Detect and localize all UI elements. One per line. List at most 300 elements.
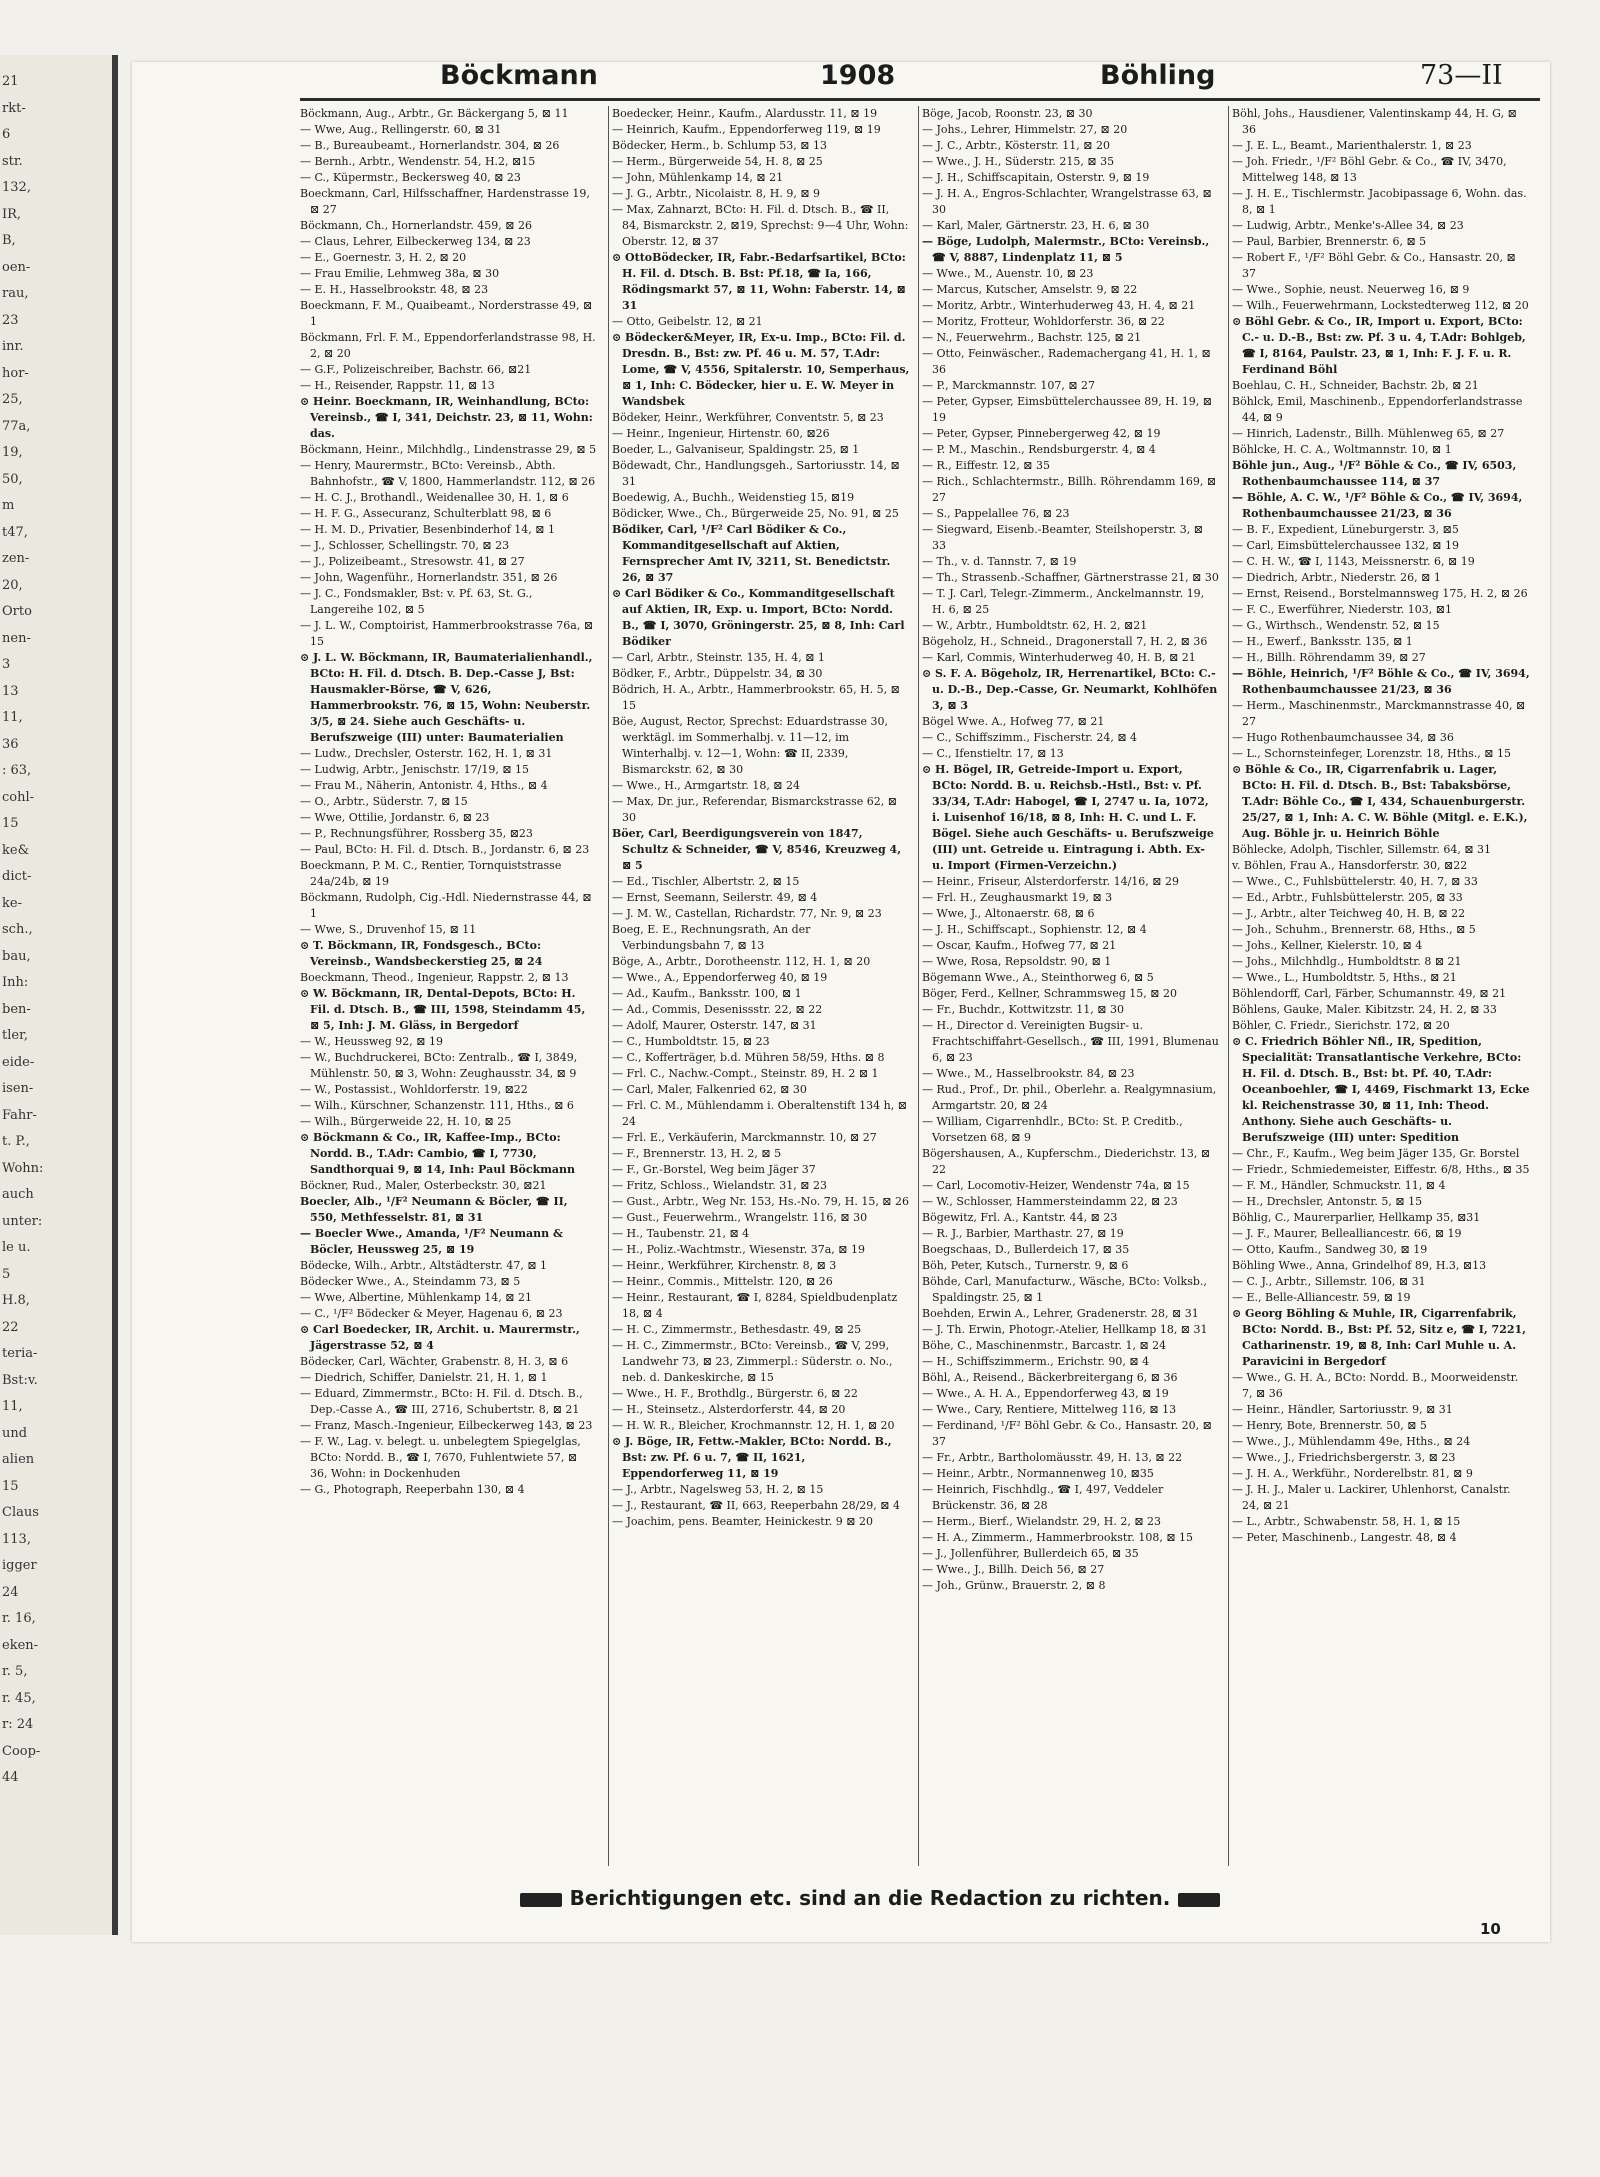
directory-entry: Böhlendorff, Carl, Färber, Schumannstr. 49, ⊠ 21	[1232, 987, 1507, 1000]
directory-entry: — Joachim, pens. Beamter, Heinickestr. 9 ⊠ 20	[612, 1515, 873, 1528]
left-margin-fragment: Bst:v.	[2, 1372, 38, 1388]
directory-entry: ⊙ Georg Böhling & Muhle, IR, Cigarrenfabrik, BCto: Nordd. B., Bst: Pf. 52, Sitz e, ☎ I, 7221, Catharinenstr. 19, ⊠ 8, Inh: Carl Muhle u. A. Paravicini in Bergedorf	[1232, 1307, 1526, 1368]
left-margin-fragment: 24	[2, 1584, 19, 1600]
directory-entry: — Adolf, Maurer, Osterstr. 147, ⊠ 31	[612, 1019, 817, 1032]
directory-entry: — Wilh., Kürschner, Schanzenstr. 111, Hths., ⊠ 6	[300, 1099, 574, 1112]
footer-text: Berichtigungen etc. sind an die Redaction zu richten.	[569, 1886, 1171, 1910]
directory-entry: — Heinr., Restaurant, ☎ I, 8284, Spieldbudenplatz 18, ⊠ 4	[612, 1291, 898, 1320]
directory-entry: — H., Ewerf., Banksstr. 135, ⊠ 1	[1232, 635, 1413, 648]
directory-entry: Böhlig, C., Maurerparlier, Hellkamp 35, ⊠31	[1232, 1211, 1481, 1224]
directory-entry: — H., Drechsler, Antonstr. 5, ⊠ 15	[1232, 1195, 1423, 1208]
directory-entry: — Wwe., J., Billh. Deich 56, ⊠ 27	[922, 1563, 1105, 1576]
directory-entry: — L., Arbtr., Schwabenstr. 58, H. 1, ⊠ 15	[1232, 1515, 1461, 1528]
directory-entry: — W., Buchdruckerei, BCto: Zentralb., ☎ I, 3849, Mühlenstr. 50, ⊠ 3, Wohn: Zeughausstr. 34, ⊠ 9	[300, 1051, 578, 1080]
directory-entry: — Ed., Tischler, Albertstr. 2, ⊠ 15	[612, 875, 800, 888]
directory-entry: — Paul, BCto: H. Fil. d. Dtsch. B., Jordanstr. 6, ⊠ 23	[300, 843, 590, 856]
directory-entry: Böhlck, Emil, Maschinenb., Eppendorferlandstrasse 44, ⊠ 9	[1232, 395, 1523, 424]
left-margin-fragment: 36	[2, 736, 19, 752]
directory-entry: — Friedr., Schmiedemeister, Eiffestr. 6/8, Hths., ⊠ 35	[1232, 1163, 1530, 1176]
directory-entry: — J. F., Maurer, Bellealliancestr. 66, ⊠ 19	[1232, 1227, 1462, 1240]
directory-entry: — Frl. E., Verkäuferin, Marckmannstr. 10, ⊠ 27	[612, 1131, 877, 1144]
directory-entry: — Marcus, Kutscher, Amselstr. 9, ⊠ 22	[922, 283, 1138, 296]
directory-entry: — Johs., Lehrer, Himmelstr. 27, ⊠ 20	[922, 123, 1128, 136]
directory-entry: Bögemann Wwe., A., Steinthorweg 6, ⊠ 5	[922, 971, 1154, 984]
column-4	[1232, 106, 1530, 1876]
directory-entry: Böge, Jacob, Roonstr. 23, ⊠ 30	[922, 107, 1093, 120]
directory-entry: Böckmann, Heinr., Milchhdlg., Lindenstrasse 29, ⊠ 5	[300, 443, 597, 456]
directory-entry: — Ludw., Drechsler, Osterstr. 162, H. 1, ⊠ 31	[300, 747, 553, 760]
directory-entry: — H., Billh. Röhrendamm 39, ⊠ 27	[1232, 651, 1426, 664]
left-margin-fragment: 20,	[2, 577, 23, 593]
directory-entry: — Siegward, Eisenb.-Beamter, Steilshoperstr. 3, ⊠ 33	[922, 523, 1203, 552]
directory-entry: — Boecler Wwe., Amanda, ¹/F² Neumann & Böcler, Heussweg 25, ⊠ 19	[300, 1227, 563, 1256]
directory-entry: — William, Cigarrenhdlr., BCto: St. P. Creditb., Vorsetzen 68, ⊠ 9	[922, 1115, 1183, 1144]
directory-entry: — H., Reisender, Rappstr. 11, ⊠ 13	[300, 379, 495, 392]
left-margin-fragment: : 63,	[2, 763, 32, 778]
directory-entry: — Wwe, Ottilie, Jordanstr. 6, ⊠ 23	[300, 811, 490, 824]
directory-entry: — John, Wagenführ., Hornerlandstr. 351, ⊠ 26	[300, 571, 558, 584]
directory-entry: — Paul, Barbier, Brennerstr. 6, ⊠ 5	[1232, 235, 1427, 248]
directory-entry: Böhlcke, H. C. A., Woltmannstr. 10, ⊠ 1	[1232, 443, 1452, 456]
directory-entry: — Johs., Milchhdlg., Humboldtstr. 8 ⊠ 21	[1232, 955, 1462, 968]
directory-entry: — Gust., Feuerwehrm., Wrangelstr. 116, ⊠ 30	[612, 1211, 868, 1224]
directory-entry: Bögewitz, Frl. A., Kantstr. 44, ⊠ 23	[922, 1211, 1118, 1224]
directory-entry: ⊙ T. Böckmann, IR, Fondsgesch., BCto: Vereinsb., Wandsbeckerstieg 25, ⊠ 24	[300, 939, 543, 968]
left-margin-fragment: 77a,	[2, 418, 31, 434]
directory-entry: ⊙ C. Friedrich Böhler Nfl., IR, Spedition, Specialität: Transatlantische Verkehre, BCto: H. Fil. d. Dtsch. B., Bst: bt. Pf. 40, T.Adr: Oceanboehler, ☎ I, 4469, Fischmarkt 13, Ecke kl. Reichenstrasse 30, ⊠ 11, Inh: Theod. Anthony. Siehe auch Geschäfts- u. Berufszweige (III) unter: Spedition	[1232, 1035, 1530, 1144]
directory-entry: Bögershausen, A., Kupferschm., Diederichstr. 13, ⊠ 22	[922, 1147, 1211, 1176]
directory-entry: — Herm., Maschinenmstr., Marckmannstrasse 40, ⊠ 27	[1232, 699, 1526, 728]
left-margin-fragment: r. 5,	[2, 1664, 28, 1679]
directory-entry: ⊙ H. Bögel, IR, Getreide-Import u. Export, BCto: Nordd. B. u. Reichsb.-Hstl., Bst: v. Pf. 33/34, T.Adr: Habogel, ☎ I, 2747 u. Ia, 1072, i. Luisenhof 16/18, ⊠ 8, Inh: H. C. und L. F. Bögel. Siehe auch Geschäfts- u. Berufszweige (III) unt. Getreide u. Eintragung i. Abth. Ex- u. Import (Firmen-Verzeichn.)	[922, 763, 1214, 872]
directory-entry: Boeckmann, Carl, Hilfsschaffner, Hardenstrasse 19, ⊠ 27	[300, 187, 590, 216]
directory-entry: — Johs., Kellner, Kielerstr. 10, ⊠ 4	[1232, 939, 1423, 952]
directory-entry: Boeder, L., Galvaniseur, Spaldingstr. 25, ⊠ 1	[612, 443, 860, 456]
directory-entry: — Th., Strassenb.-Schaffner, Gärtnerstrasse 21, ⊠ 30	[922, 571, 1219, 584]
directory-entry: — H., Schiffszimmerm., Erichstr. 90, ⊠ 4	[922, 1355, 1150, 1368]
directory-entry: ⊙ Bödecker&Meyer, IR, Ex-u. Imp., BCto: Fil. d. Dresdn. B., Bst: zw. Pf. 46 u. M. 57, T.Adr: Lome, ☎ V, 4556, Spitalerstr. 10, Semperhaus, ⊠ 1, Inh: C. Bödecker, hier u. E. W. Meyer in Wandsbek	[612, 331, 910, 408]
directory-entry: — J. H. J., Maler u. Lackirer, Uhlenhorst, Canalstr. 24, ⊠ 21	[1232, 1483, 1511, 1512]
directory-entry: — Wwe., G. H. A., BCto: Nordd. B., Moorweidenstr. 7, ⊠ 36	[1232, 1371, 1519, 1400]
directory-entry: — B. F., Expedient, Lüneburgerstr. 3, ⊠5	[1232, 523, 1459, 536]
directory-entry: — C., Kofferträger, b.d. Mühren 58/59, Hths. ⊠ 8	[612, 1051, 885, 1064]
directory-entry: — Herm., Bürgerweide 54, H. 8, ⊠ 25	[612, 155, 823, 168]
directory-entry: — Carl, Maler, Falkenried 62, ⊠ 30	[612, 1083, 807, 1096]
directory-entry: Böhler, C. Friedr., Sierichstr. 172, ⊠ 20	[1232, 1019, 1450, 1032]
left-margin-fragment: 15	[2, 816, 19, 831]
directory-entry: — H. C., Zimmermstr., BCto: Vereinsb., ☎ V, 299, Landwehr 73, ⊠ 23, Zimmerpl.: Süderstr. o. No., neb. d. Dankeskirche, ⊠ 15	[612, 1339, 893, 1384]
directory-entry: — John, Mühlenkamp 14, ⊠ 21	[612, 171, 784, 184]
footer-notice	[420, 1886, 1320, 1910]
directory-entry: — Wwe, Aug., Rellingerstr. 60, ⊠ 31	[300, 123, 502, 136]
directory-entry: — J. G., Arbtr., Nicolaistr. 8, H. 9, ⊠ 9	[612, 187, 821, 200]
directory-entry: Boehlau, C. H., Schneider, Bachstr. 2b, ⊠ 21	[1232, 379, 1479, 392]
directory-entry: — J. H. E., Tischlermstr. Jacobipassage 6, Wohn. das. 8, ⊠ 1	[1232, 187, 1527, 216]
directory-entry: ⊙ J. L. W. Böckmann, IR, Baumaterialienhandl., BCto: H. Fil. d. Dtsch. B. Dep.-Casse J, Bst: Hausmakler-Börse, ☎ V, 626, Hammerbrookstr. 76, ⊠ 15, Wohn: Neuberstr. 3/5, ⊠ 24. Siehe auch Geschäfts- u. Berufszweige (III) unter: Baumaterialien	[300, 651, 593, 744]
directory-entry: — Karl, Maler, Gärtnerstr. 23, H. 6, ⊠ 30	[922, 219, 1150, 232]
directory-entry: — J. C., Arbtr., Kösterstr. 11, ⊠ 20	[922, 139, 1110, 152]
directory-entry: — Henry, Bote, Brennerstr. 50, ⊠ 5	[1232, 1419, 1427, 1432]
directory-entry: — F. M., Händler, Schmuckstr. 11, ⊠ 4	[1232, 1179, 1446, 1192]
directory-entry: — Ad., Commis, Desenissstr. 22, ⊠ 22	[612, 1003, 823, 1016]
left-margin-fragment: 113,	[2, 1531, 31, 1547]
left-margin-fragment: 15	[2, 1478, 19, 1494]
header-page-number: 73—II	[1420, 60, 1503, 91]
directory-entry: Bögel Wwe. A., Hofweg 77, ⊠ 21	[922, 715, 1105, 728]
left-margin-fragment: 3	[2, 657, 11, 672]
directory-entry: — Carl, Arbtr., Steinstr. 135, H. 4, ⊠ 1	[612, 651, 825, 664]
column-1	[300, 106, 598, 1876]
directory-entry: — Henry, Maurermstr., BCto: Vereinsb., Abth. Bahnhofstr., ☎ V, 1800, Hammerlandstr. 112, ⊠ 26	[300, 459, 596, 488]
left-margin-fragment: Coop-	[2, 1743, 41, 1759]
page-header	[300, 60, 1540, 96]
left-margin-fragment: 23	[2, 312, 19, 328]
directory-entry: Böhde, Carl, Manufacturw., Wäsche, BCto: Volksb., Spaldingstr. 25, ⊠ 1	[922, 1275, 1207, 1304]
left-margin-fragment: ben-	[2, 1001, 31, 1017]
directory-entry: — F., Gr.-Borstel, Weg beim Jäger 37	[612, 1163, 816, 1176]
directory-entry: — F. C., Ewerführer, Niederstr. 103, ⊠1	[1232, 603, 1452, 616]
directory-entry: Bödecke, Wilh., Arbtr., Altstädterstr. 47, ⊠ 1	[300, 1259, 548, 1272]
directory-entry: ⊙ W. Böckmann, IR, Dental-Depots, BCto: H. Fil. d. Dtsch. B., ☎ III, 1598, Steindamm 45, ⊠ 5, Inh: J. M. Gläss, in Bergedorf	[300, 987, 586, 1032]
directory-entry: — B., Bureaubeamt., Hornerlandstr. 304, ⊠ 26	[300, 139, 560, 152]
directory-entry: — Herm., Bierf., Wielandstr. 29, H. 2, ⊠ 23	[922, 1515, 1162, 1528]
left-margin-fragment: rau,	[2, 286, 29, 301]
directory-entry: Boeckmann, Theod., Ingenieur, Rappstr. 2, ⊠ 13	[300, 971, 569, 984]
left-margin-fragment: Inh:	[2, 975, 29, 990]
directory-entry: Böckmann, Frl. F. M., Eppendorferlandstrasse 98, H. 2, ⊠ 20	[300, 331, 596, 360]
left-margin-fragment: eide-	[2, 1054, 35, 1070]
directory-entry: Boeckmann, P. M. C., Rentier, Tornquiststrasse 24a/24b, ⊠ 19	[300, 859, 562, 888]
directory-entry: — Eduard, Zimmermstr., BCto: H. Fil. d. Dtsch. B., Dep.-Casse A., ☎ III, 2716, Schubertstr. 8, ⊠ 21	[300, 1387, 583, 1416]
directory-entry: — Ludwig, Arbtr., Jenischstr. 17/19, ⊠ 15	[300, 763, 530, 776]
directory-entry: — Otto, Geibelstr. 12, ⊠ 21	[612, 315, 763, 328]
left-margin-fragment: hor-	[2, 365, 29, 381]
directory-entry: — N., Feuerwehrm., Bachstr. 125, ⊠ 21	[922, 331, 1142, 344]
directory-entry: Böhe, C., Maschinenmstr., Barcastr. 1, ⊠ 24	[922, 1339, 1167, 1352]
directory-entry: Bödecker, Carl, Wächter, Grabenstr. 8, H. 3, ⊠ 6	[300, 1355, 569, 1368]
directory-entry: Bödewadt, Chr., Handlungsgeh., Sartoriusstr. 14, ⊠ 31	[612, 459, 900, 488]
directory-entry: Böckmann, Ch., Hornerlandstr. 459, ⊠ 26	[300, 219, 533, 232]
directory-entry: ⊙ Carl Bödiker & Co., Kommanditgesellschaft auf Aktien, IR, Exp. u. Import, BCto: Nordd. B., ☎ I, 3070, Gröningerstr. 25, ⊠ 8, Inh: Carl Bödiker	[612, 587, 905, 648]
column-3	[922, 106, 1220, 1876]
left-margin-fragment: m	[2, 498, 15, 513]
left-margin-fragment: oen-	[2, 259, 31, 275]
directory-entry: — J. Th. Erwin, Photogr.-Atelier, Hellkamp 18, ⊠ 31	[922, 1323, 1208, 1336]
directory-entry: — Wwe., Cary, Rentiere, Mittelweg 116, ⊠ 13	[922, 1403, 1177, 1416]
directory-entry: — C., Küpermstr., Beckersweg 40, ⊠ 23	[300, 171, 521, 184]
directory-entry: — Carl, Locomotiv-Heizer, Wendenstr 74a, ⊠ 15	[922, 1179, 1190, 1192]
pointing-hand-icon	[1178, 1893, 1220, 1907]
directory-entry: — Ferdinand, ¹/F² Böhl Gebr. & Co., Hansastr. 20, ⊠ 37	[922, 1419, 1212, 1448]
directory-entry: — G., Photograph, Reeperbahn 130, ⊠ 4	[300, 1483, 525, 1496]
directory-entry: Böh, Peter, Kutsch., Turnerstr. 9, ⊠ 6	[922, 1259, 1129, 1272]
directory-entry: Boecler, Alb., ¹/F² Neumann & Böcler, ☎ II, 550, Methfesselstr. 81, ⊠ 31	[300, 1195, 568, 1224]
directory-entry: — C. J., Arbtr., Sillemstr. 106, ⊠ 31	[1232, 1275, 1426, 1288]
directory-entry: — Joh., Grünw., Brauerstr. 2, ⊠ 8	[922, 1579, 1106, 1592]
directory-entry: — Max, Zahnarzt, BCto: H. Fil. d. Dtsch. B., ☎ II, 84, Bismarckstr. 2, ⊠19, Sprechst: 9—4 Uhr, Wohn: Oberstr. 12, ⊠ 37	[612, 203, 909, 248]
directory-entry: — F., Brennerstr. 13, H. 2, ⊠ 5	[612, 1147, 782, 1160]
directory-entry: Bödicker, Wwe., Ch., Bürgerweide 25, No. 91, ⊠ 25	[612, 507, 899, 520]
left-margin-fragment: 13	[2, 683, 19, 699]
directory-entry: — Gust., Arbtr., Weg Nr. 153, Hs.-No. 79, H. 15, ⊠ 26	[612, 1195, 910, 1208]
directory-entry: Boehden, Erwin A., Lehrer, Gradenerstr. 28, ⊠ 31	[922, 1307, 1199, 1320]
left-margin-fragment: cohl-	[2, 789, 35, 805]
directory-entry: Bödecker, Herm., b. Schlump 53, ⊠ 13	[612, 139, 828, 152]
directory-entry: — Fr., Buchdr., Kottwitzstr. 11, ⊠ 30	[922, 1003, 1125, 1016]
directory-entry: — F. W., Lag. v. belegt. u. unbelegtem Spiegelglas, BCto: Nordd. B., ☎ I, 7670, Fuhlentwiete 57, ⊠ 36, Wohn: in Dockenhuden	[300, 1435, 581, 1480]
left-margin-fragment: ke&	[2, 842, 30, 858]
directory-entry: — Oscar, Kaufm., Hofweg 77, ⊠ 21	[922, 939, 1117, 952]
directory-entry: — T. J. Carl, Telegr.-Zimmerm., Anckelmannstr. 19, H. 6, ⊠ 25	[922, 587, 1205, 616]
directory-entry: — Bernh., Arbtr., Wendenstr. 54, H.2, ⊠15	[300, 155, 536, 168]
left-margin-fragment: bau,	[2, 948, 31, 964]
directory-entry: — Karl, Commis, Winterhuderweg 40, H. B, ⊠ 21	[922, 651, 1196, 664]
directory-entry: — H. C., Zimmermstr., Bethesdastr. 49, ⊠ 25	[612, 1323, 862, 1336]
left-margin-fragment: unter:	[2, 1213, 43, 1229]
directory-entry: — H., Director d. Vereinigten Bugsir- u. Frachtschiffahrt-Gesellsch., ☎ III, 1991, Blumenau 6, ⊠ 23	[922, 1019, 1219, 1064]
left-margin-fragment: 132,	[2, 180, 31, 195]
left-margin-fragment: le u.	[2, 1240, 31, 1255]
directory-entry: — J. C., Fondsmakler, Bst: v. Pf. 63, St. G., Langereihe 102, ⊠ 5	[300, 587, 533, 616]
directory-entry: — H. F. G., Assecuranz, Schulterblatt 98, ⊠ 6	[300, 507, 552, 520]
directory-entry: ⊙ Böhl Gebr. & Co., IR, Import u. Export, BCto: C.- u. D.-B., Bst: zw. Pf. 3 u. 4, T.Adr: Bohlgeb, ☎ I, 8164, Paulstr. 23, ⊠ 1, Inh: F. J. F. u. R. Ferdinand Böhl	[1232, 315, 1526, 376]
header-rule	[300, 98, 1540, 101]
directory-entry: ⊙ OttoBödecker, IR, Fabr.-Bedarfsartikel, BCto: H. Fil. d. Dtsch. B. Bst: Pf.18, ☎ Ia, 166, Rödingsmarkt 57, ⊠ 11, Wohn: Faberstr. 14, ⊠ 31	[612, 251, 906, 312]
left-margin-fragment: t. P.,	[2, 1134, 30, 1149]
left-margin-fragment: igger	[2, 1558, 37, 1573]
directory-entry: — Frl. C., Nachw.-Compt., Steinstr. 89, H. 2 ⊠ 1	[612, 1067, 879, 1080]
directory-entry: — Peter, Gypser, Eimsbüttelerchaussee 89, H. 19, ⊠ 19	[922, 395, 1212, 424]
directory-entry: — H., Steinsetz., Alsterdorferstr. 44, ⊠ 20	[612, 1403, 846, 1416]
directory-entry: — Wwe, S., Druvenhof 15, ⊠ 11	[300, 923, 477, 936]
left-margin-fragment: alien	[2, 1452, 35, 1467]
left-margin-fragment: Wohn:	[2, 1160, 44, 1176]
directory-entry: — Robert F., ¹/F² Böhl Gebr. & Co., Hansastr. 20, ⊠ 37	[1232, 251, 1516, 280]
directory-entry: — O., Arbtr., Süderstr. 7, ⊠ 15	[300, 795, 468, 808]
left-margin-fragment: zen-	[2, 551, 30, 566]
directory-entry: — J., Jollenführer, Bullerdeich 65, ⊠ 35	[922, 1547, 1139, 1560]
directory-entry: — Wwe, J., Altonaerstr. 68, ⊠ 6	[922, 907, 1095, 920]
directory-entry: — Claus, Lehrer, Eilbeckerweg 134, ⊠ 23	[300, 235, 531, 248]
directory-entry: — Wwe., M., Hasselbrookstr. 84, ⊠ 23	[922, 1067, 1135, 1080]
directory-entry: ⊙ Böhle & Co., IR, Cigarrenfabrik u. Lager, BCto: H. Fil. d. Dtsch. B., Bst: Tabaksbörse, T.Adr: Böhle Co., ☎ I, 434, Schauenburgerstr. 25/27, ⊠ 1, Inh: A. C. W. Böhle (Mitgl. e. E.K.), Aug. Böhle jr. u. Heinrich Böhle	[1232, 763, 1528, 840]
directory-entry: — Hugo Rothenbaumchaussee 34, ⊠ 36	[1232, 731, 1454, 744]
directory-entry: — J., Arbtr., Nagelsweg 53, H. 2, ⊠ 15	[612, 1483, 824, 1496]
directory-entry: v. Böhlen, Frau A., Hansdorferstr. 30, ⊠22	[1232, 859, 1468, 872]
left-margin-fragment: t47,	[2, 524, 28, 540]
header-right-name: Böhling	[1100, 60, 1216, 91]
left-margin-fragment: 22	[2, 1319, 19, 1335]
directory-entry: — Fr., Arbtr., Bartholomäusstr. 49, H. 13, ⊠ 22	[922, 1451, 1183, 1464]
left-margin-fragment: H.8,	[2, 1293, 30, 1308]
directory-entry: — Wwe., C., Fuhlsbüttelerstr. 40, H. 7, ⊠ 33	[1232, 875, 1478, 888]
directory-entry: — W., Heussweg 92, ⊠ 19	[300, 1035, 444, 1048]
directory-entry: Boedecker, Heinr., Kaufm., Alardusstr. 11, ⊠ 19	[612, 107, 878, 120]
left-margin-fragment: 11,	[2, 710, 23, 725]
directory-entry: — W., Schlosser, Hammersteindamm 22, ⊠ 23	[922, 1195, 1178, 1208]
directory-entry: Boegschaas, D., Bullerdeich 17, ⊠ 35	[922, 1243, 1130, 1256]
left-margin-fragment: und	[2, 1425, 28, 1441]
directory-entry: — Frl. H., Zeughausmarkt 19, ⊠ 3	[922, 891, 1113, 904]
directory-entry: — Heinr., Ingenieur, Hirtenstr. 60, ⊠26	[612, 427, 830, 440]
left-margin-fragment: ke-	[2, 895, 22, 911]
left-margin-fragment: 21	[2, 74, 19, 89]
directory-entry: Böckmann, Rudolph, Cig.-Hdl. Niedernstrasse 44, ⊠ 1	[300, 891, 592, 920]
directory-entry: — P., Rechnungsführer, Rossberg 35, ⊠23	[300, 827, 533, 840]
directory-entry: — E., Goernestr. 3, H. 2, ⊠ 20	[300, 251, 467, 264]
left-margin-fragment: nen-	[2, 630, 31, 646]
directory-entry: — Moritz, Frotteur, Wohldorferstr. 36, ⊠ 22	[922, 315, 1165, 328]
directory-entry: — Böhle, A. C. W., ¹/F² Böhle & Co., ☎ IV, 3694, Rothenbaumchaussee 21/23, ⊠ 36	[1232, 491, 1523, 520]
directory-entry: — Diedrich, Schiffer, Danielstr. 21, H. 1, ⊠ 1	[300, 1371, 548, 1384]
sheet-number: 10	[1480, 1920, 1501, 1938]
directory-entry: — Heinr., Arbtr., Normannenweg 10, ⊠35	[922, 1467, 1154, 1480]
directory-entry: — Wwe., J. H., Süderstr. 215, ⊠ 35	[922, 155, 1115, 168]
directory-entry: — Böge, Ludolph, Malermstr., BCto: Vereinsb., ☎ V, 8887, Lindenplatz 11, ⊠ 5	[922, 235, 1210, 264]
directory-entry: — G., Wirthsch., Wendenstr. 52, ⊠ 15	[1232, 619, 1440, 632]
directory-entry: Böckner, Rud., Maler, Osterbeckstr. 30, ⊠21	[300, 1179, 547, 1192]
directory-entry: Boeg, E. E., Rechnungsrath, An der Verbindungsbahn 7, ⊠ 13	[612, 923, 811, 952]
left-margin-fragment: 44	[2, 1770, 19, 1785]
left-margin-fragment: B,	[2, 233, 16, 248]
directory-entry: — Ernst, Reisend., Borstelmannsweg 175, H. 2, ⊠ 26	[1232, 587, 1528, 600]
directory-entry: — Hinrich, Ladenstr., Billh. Mühlenweg 65, ⊠ 27	[1232, 427, 1505, 440]
directory-entry: — J., Schlosser, Schellingstr. 70, ⊠ 23	[300, 539, 510, 552]
directory-entry: — Max, Dr. jur., Referendar, Bismarckstrasse 62, ⊠ 30	[612, 795, 897, 824]
directory-entry: — Frl. C. M., Mühlendamm i. Oberaltenstift 134 h, ⊠ 24	[612, 1099, 907, 1128]
directory-entry: ⊙ S. F. A. Bögeholz, IR, Herrenartikel, BCto: C.- u. D.-B., Dep.-Casse, Gr. Neumarkt, Kohlhöfen 3, ⊠ 3	[922, 667, 1218, 712]
left-margin-fragment: eken-	[2, 1637, 39, 1653]
directory-entry: Boeckmann, F. M., Quaibeamt., Norderstrasse 49, ⊠ 1	[300, 299, 593, 328]
directory-entry: — J. E. L., Beamt., Marienthalerstr. 1, ⊠ 23	[1232, 139, 1472, 152]
directory-entry: Böhl, A., Reisend., Bäckerbreitergang 6, ⊠ 36	[922, 1371, 1178, 1384]
directory-entry: — J. H., Schiffscapt., Sophienstr. 12, ⊠ 4	[922, 923, 1147, 936]
directory-entry: — Wwe, Rosa, Repsoldstr. 90, ⊠ 1	[922, 955, 1112, 968]
directory-entry: — J., Arbtr., alter Teichweg 40, H. B, ⊠ 22	[1232, 907, 1466, 920]
directory-entry: — Wwe, Albertine, Mühlenkamp 14, ⊠ 21	[300, 1291, 532, 1304]
left-margin-fragment: 11,	[2, 1399, 23, 1414]
directory-entry: ⊙ Böckmann & Co., IR, Kaffee-Imp., BCto: Nordd. B., T.Adr: Cambio, ☎ I, 7730, Sandthorquai 9, ⊠ 14, Inh: Paul Böckmann	[300, 1131, 575, 1176]
directory-entry: — Peter, Maschinenb., Langestr. 48, ⊠ 4	[1232, 1531, 1457, 1544]
directory-entry: — Chr., F., Kaufm., Weg beim Jäger 135, Gr. Borstel	[1232, 1147, 1520, 1160]
directory-entry: — Ernst, Seemann, Seilerstr. 49, ⊠ 4	[612, 891, 818, 904]
left-margin-fragment: 50,	[2, 471, 23, 487]
directory-entry: Böge, A., Arbtr., Dorotheenstr. 112, H. 1, ⊠ 20	[612, 955, 871, 968]
left-page-scan-edge	[0, 55, 118, 1935]
directory-entry: — G.F., Polizeischreiber, Bachstr. 66, ⊠21	[300, 363, 532, 376]
directory-entry: Böger, Ferd., Kellner, Schrammsweg 15, ⊠ 20	[922, 987, 1178, 1000]
left-margin-fragment: dict-	[2, 869, 32, 884]
directory-entry: — J. H. A., Werkführ., Norderelbstr. 81, ⊠ 9	[1232, 1467, 1473, 1480]
directory-entry: — Ad., Kaufm., Banksstr. 100, ⊠ 1	[612, 987, 802, 1000]
directory-entry: — Otto, Kaufm., Sandweg 30, ⊠ 19	[1232, 1243, 1428, 1256]
directory-entry: — C., Humboldtstr. 15, ⊠ 23	[612, 1035, 770, 1048]
directory-entry: — Joh., Schuhm., Brennerstr. 68, Hths., ⊠ 5	[1232, 923, 1476, 936]
directory-entry: Böhle jun., Aug., ¹/F² Böhle & Co., ☎ IV, 6503, Rothenbaumchaussee 114, ⊠ 37	[1232, 459, 1517, 488]
directory-entry: Bödrich, H. A., Arbtr., Hammerbrookstr. 65, H. 5, ⊠ 15	[612, 683, 900, 712]
directory-entry: Böhlecke, Adolph, Tischler, Sillemstr. 64, ⊠ 31	[1232, 843, 1492, 856]
directory-entry: Böhling Wwe., Anna, Grindelhof 89, H.3, ⊠13	[1232, 1259, 1487, 1272]
directory-entry: Böhl, Johs., Hausdiener, Valentinskamp 44, H. G, ⊠ 36	[1232, 107, 1517, 136]
directory-entry: — Wilh., Bürgerweide 22, H. 10, ⊠ 25	[300, 1115, 512, 1128]
directory-entry: — Wwe., J., Friedrichsbergerstr. 3, ⊠ 23	[1232, 1451, 1456, 1464]
left-margin-fragment: isen-	[2, 1081, 34, 1096]
directory-entry: — R. J., Barbier, Marthastr. 27, ⊠ 19	[922, 1227, 1124, 1240]
directory-entry: — J. M. W., Castellan, Richardstr. 77, Nr. 9, ⊠ 23	[612, 907, 882, 920]
left-margin-fragment: teria-	[2, 1346, 38, 1361]
directory-entry: — R., Eiffestr. 12, ⊠ 35	[922, 459, 1050, 472]
directory-entry: — J., Polizeibeamt., Stresowstr. 41, ⊠ 27	[300, 555, 525, 568]
directory-entry: Böer, Carl, Beerdigungsverein von 1847, Schultz & Schneider, ☎ V, 8546, Kreuzweg 4, ⊠ 5	[612, 827, 902, 872]
left-margin-fragment: 19,	[2, 445, 23, 460]
directory-entry: ⊙ Heinr. Boeckmann, IR, Weinhandlung, BCto: Vereinsb., ☎ I, 341, Deichstr. 23, ⊠ 11, Wohn: das.	[300, 395, 593, 440]
left-margin-fragment: tler,	[2, 1028, 28, 1043]
directory-entry: — Wwe., H., Armgartstr. 18, ⊠ 24	[612, 779, 801, 792]
directory-entry: — H. W. R., Bleicher, Krochmannstr. 12, H. 1, ⊠ 20	[612, 1419, 895, 1432]
header-left-name: Böckmann	[440, 60, 598, 91]
directory-entry: — H. M. D., Privatier, Besenbinderhof 14, ⊠ 1	[300, 523, 555, 536]
directory-entry: — E. H., Hasselbrookstr. 48, ⊠ 23	[300, 283, 489, 296]
header-year: 1908	[820, 60, 896, 91]
directory-entry: — Wwe., A., Eppendorferweg 40, ⊠ 19	[612, 971, 828, 984]
directory-columns	[300, 106, 1540, 1876]
directory-entry: — P. M., Maschin., Rendsburgerstr. 4, ⊠ 4	[922, 443, 1156, 456]
directory-entry: — Wwe., H. F., Brothdlg., Bürgerstr. 6, ⊠ 22	[612, 1387, 858, 1400]
directory-entry: — Franz, Masch.-Ingenieur, Eilbeckerweg 143, ⊠ 23	[300, 1419, 593, 1432]
directory-entry: — Wwe., A. H. A., Eppendorferweg 43, ⊠ 19	[922, 1387, 1169, 1400]
directory-entry: — Heinr., Friseur, Alsterdorferstr. 14/16, ⊠ 29	[922, 875, 1180, 888]
directory-entry: — Ludwig, Arbtr., Menke's-Allee 34, ⊠ 23	[1232, 219, 1464, 232]
directory-entry: Bödker, F., Arbtr., Düppelstr. 34, ⊠ 30	[612, 667, 823, 680]
directory-entry: — Otto, Feinwäscher., Rademachergang 41, H. 1, ⊠ 36	[922, 347, 1211, 376]
left-margin-fragment: sch.,	[2, 922, 33, 937]
directory-entry: — P., Marckmannstr. 107, ⊠ 27	[922, 379, 1096, 392]
left-margin-fragment: inr.	[2, 339, 24, 354]
directory-entry: — J. H. A., Engros-Schlachter, Wrangelstrasse 63, ⊠ 30	[922, 187, 1212, 216]
directory-entry: — J. H., Schiffscapitain, Osterstr. 9, ⊠ 19	[922, 171, 1150, 184]
directory-entry: — Wilh., Feuerwehrmann, Lockstedterweg 112, ⊠ 20	[1232, 299, 1529, 312]
directory-entry: Boedewig, A., Buchh., Weidenstieg 15, ⊠19	[612, 491, 855, 504]
left-margin-fragment: r. 16,	[2, 1611, 36, 1626]
directory-entry: — C. H. W., ☎ I, 1143, Meissnerstr. 6, ⊠ 19	[1232, 555, 1475, 568]
left-margin-fragment: Claus	[2, 1505, 39, 1520]
directory-entry: — Heinr., Händler, Sartoriusstr. 9, ⊠ 31	[1232, 1403, 1453, 1416]
pointing-hand-icon	[520, 1893, 562, 1907]
directory-entry: — Frau M., Näherin, Antonistr. 4, Hths., ⊠ 4	[300, 779, 548, 792]
directory-entry: — Moritz, Arbtr., Winterhuderweg 43, H. 4, ⊠ 21	[922, 299, 1196, 312]
directory-entry: — Böhle, Heinrich, ¹/F² Böhle & Co., ☎ IV, 3694, Rothenbaumchaussee 21/23, ⊠ 36	[1232, 667, 1530, 696]
left-margin-fragment: 6	[2, 127, 11, 142]
directory-entry: — C., ¹/F² Bödecker & Meyer, Hagenau 6, ⊠ 23	[300, 1307, 563, 1320]
directory-entry: — W., Postassist., Wohldorferstr. 19, ⊠22	[300, 1083, 528, 1096]
directory-entry: Bögeholz, H., Schneid., Dragonerstall 7, H. 2, ⊠ 36	[922, 635, 1208, 648]
directory-entry: — Frau Emilie, Lehmweg 38a, ⊠ 30	[300, 267, 500, 280]
directory-entry: — Wwe., L., Humboldtstr. 5, Hths., ⊠ 21	[1232, 971, 1457, 984]
directory-entry: — H., Taubenstr. 21, ⊠ 4	[612, 1227, 750, 1240]
directory-entry: — H., Poliz.-Wachtmstr., Wiesenstr. 37a, ⊠ 19	[612, 1243, 865, 1256]
directory-entry: — J. L. W., Comptoirist, Hammerbrookstrasse 76a, ⊠ 15	[300, 619, 594, 648]
directory-entry: — Fritz, Schloss., Wielandstr. 31, ⊠ 23	[612, 1179, 827, 1192]
directory-entry: — Joh. Friedr., ¹/F² Böhl Gebr. & Co., ☎ IV, 3470, Mittelweg 148, ⊠ 13	[1232, 155, 1507, 184]
left-margin-fragment: auch	[2, 1187, 34, 1202]
directory-entry: — H. A., Zimmerm., Hammerbrookstr. 108, ⊠ 15	[922, 1531, 1194, 1544]
left-margin-fragment: 5	[2, 1266, 11, 1282]
directory-entry: ⊙ Carl Boedecker, IR, Archit. u. Maurermstr., Jägerstrasse 52, ⊠ 4	[300, 1323, 580, 1352]
directory-entry: — Carl, Eimsbüttelerchaussee 132, ⊠ 19	[1232, 539, 1460, 552]
left-margin-fragment: str.	[2, 153, 23, 169]
directory-entry: — Heinr., Werkführer, Kirchenstr. 8, ⊠ 3	[612, 1259, 837, 1272]
directory-entry: — C., Schiffszimm., Fischerstr. 24, ⊠ 4	[922, 731, 1138, 744]
